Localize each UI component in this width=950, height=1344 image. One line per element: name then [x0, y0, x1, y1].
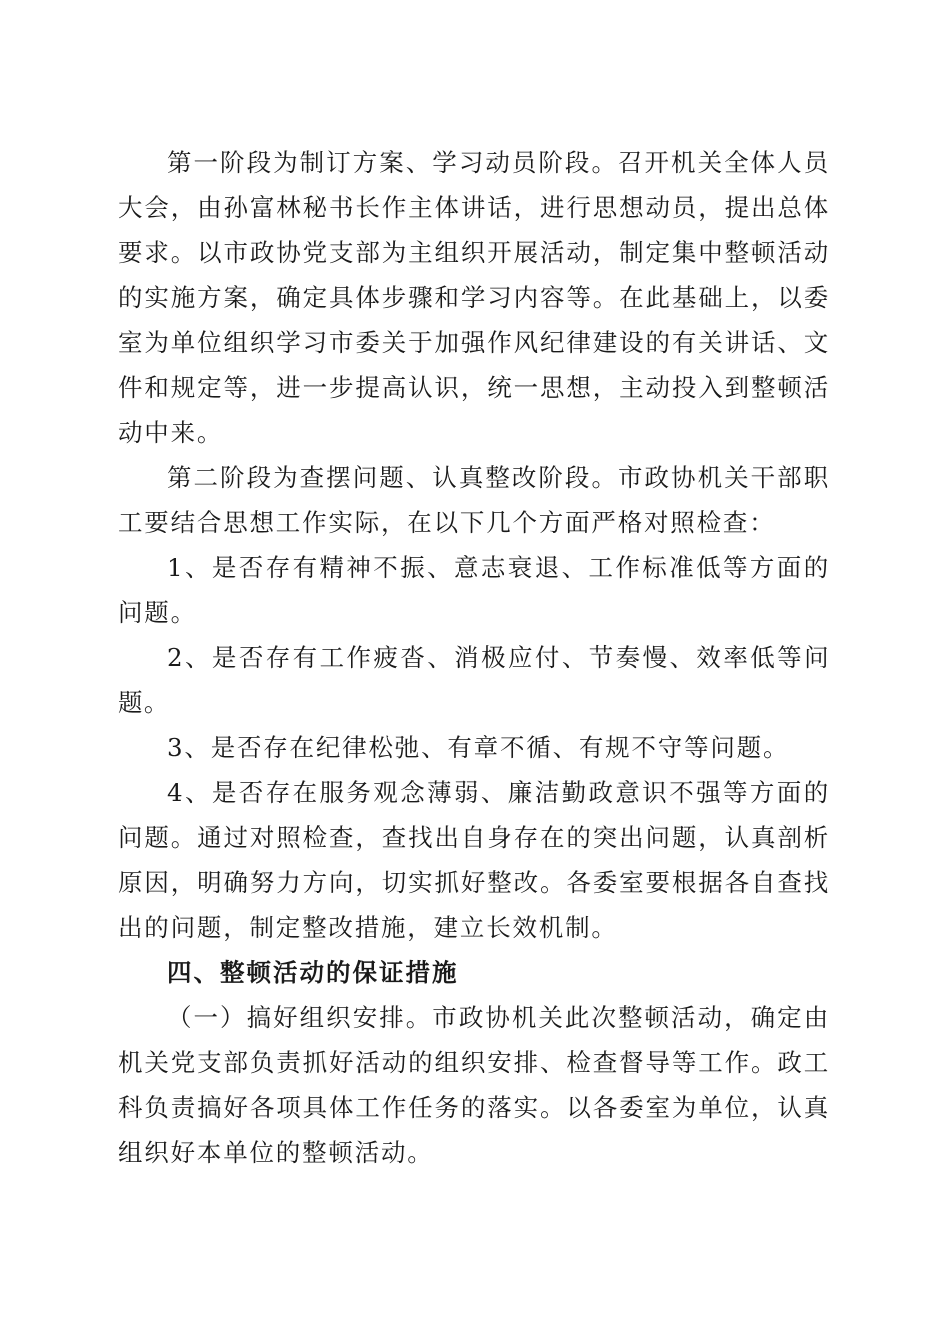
document-body	[118, 140, 830, 1175]
list-item-2: 2、是否存有工作疲沓、消极应付、节奏慢、效率低等问题。	[118, 643, 830, 717]
list-item-1: 1、是否存有精神不振、意志衰退、工作标准低等方面的问题。	[118, 553, 830, 627]
list-item-3: 3、是否存在纪律松弛、有章不循、有规不守等问题。	[167, 733, 790, 762]
section-heading-4: 四、整顿活动的保证措施	[167, 958, 459, 987]
list-item-4: 4、是否存在服务观念薄弱、廉洁勤政意识不强等方面的问题。通过对照检查，查找出自身存在的突出问题，认真剖析原因，明确努力方向，切实抓好整改。各委室要根据各自查找出的问题，制定整改措施，建立长效机制。	[118, 778, 830, 942]
paragraph-organization: （一）搞好组织安排。市政协机关此次整顿活动，确定由机关党支部负责抓好活动的组织安排、检查督导等工作。政工科负责搞好各项具体工作任务的落实。以各委室为单位，认真组织好本单位的整顿活动。	[118, 1003, 830, 1167]
paragraph-stage-one: 第一阶段为制订方案、学习动员阶段。召开机关全体人员大会，由孙富林秘书长作主体讲话，进行思想动员，提出总体要求。以市政协党支部为主组织开展活动，制定集中整顿活动的实施方案，确定具体步骤和学习内容等。在此基础上，以委室为单位组织学习市委关于加强作风纪律建设的有关讲话、文件和规定等，进一步提高认识，统一思想，主动投入到整顿活动中来。	[118, 148, 830, 447]
paragraph-stage-two: 第二阶段为查摆问题、认真整改阶段。市政协机关干部职工要结合思想工作实际，在以下几个方面严格对照检查：	[118, 463, 830, 537]
